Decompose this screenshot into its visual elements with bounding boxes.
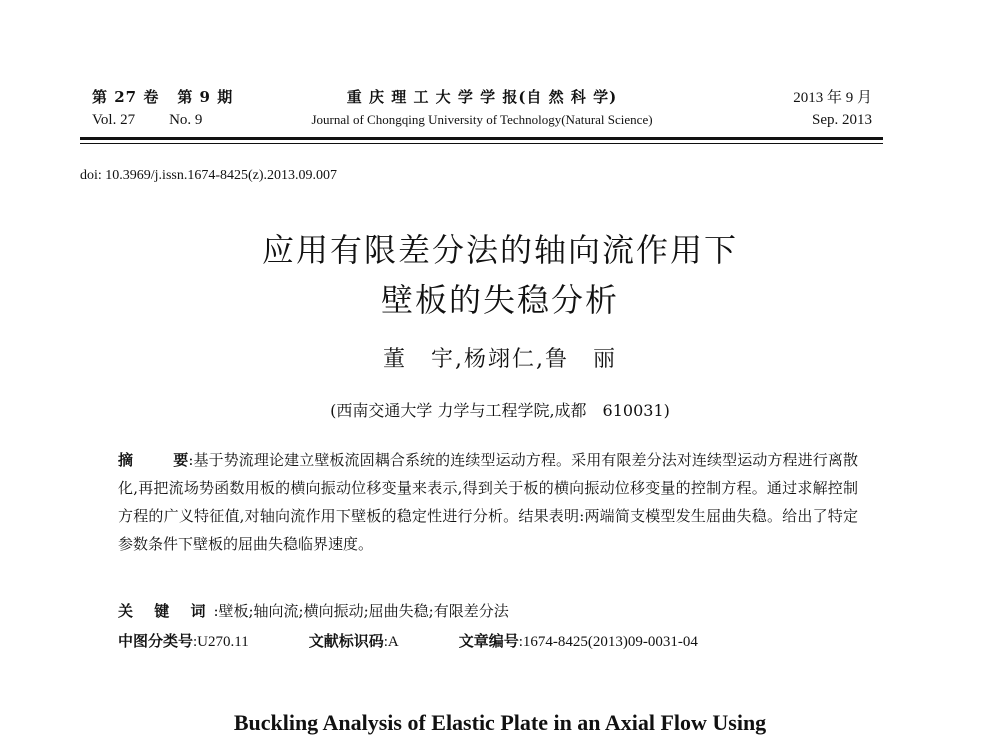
abstract-label-first: 摘 (118, 451, 134, 469)
clc-item (118, 630, 249, 651)
title-cn-line1: 应用有限差分法的轴向流作用下 (261, 231, 738, 269)
article-number-item (459, 630, 698, 651)
keywords-text: :壁板;轴向流;横向振动;屈曲失稳;有限差分法 (213, 602, 509, 620)
doi: doi: 10.3969/j.issn.1674-8425(z).2013.09.007 (80, 168, 338, 183)
doc-code-label: 文献标识码 (308, 632, 384, 650)
header-volume-en: Vol. 27 (92, 112, 136, 128)
article-number-value: :1674-8425(2013)09-0031-04 (518, 634, 698, 650)
doc-code-value: :A (383, 634, 399, 650)
header-date-cn: 2013 年 9 月 (793, 90, 872, 106)
header-journal-en: Journal of Chongqing University of Technology(Natural Science) (311, 112, 653, 127)
abstract-label (118, 451, 188, 469)
abstract-text: :基于势流理论建立壁板流固耦合系统的连续型运动方程。采用有限差分法对连续型运动方程进行离散化,再把流场势函数用板的横向振动位移变量来表示,得到关于板的横向振动位移变量的控制方程。通过求解控制方程的广义特征值,对轴向流作用下壁板的稳定性进行分析。结果表明:两端简支模型发生屈曲失稳。给出了特定参数条件下壁板的屈曲失稳临界速度。 (118, 451, 858, 553)
header-row-chinese (92, 86, 872, 107)
authors: 董 宇,杨翊仁,鲁 丽 (383, 347, 617, 372)
doc-code-item (309, 630, 399, 651)
header-journal-cn: 重 庆 理 工 大 学 学 报(自 然 科 学) (346, 88, 618, 106)
clc-label: 中图分类号 (118, 632, 194, 650)
title-cn-line2: 壁板的失稳分析 (380, 281, 619, 319)
abstract-label-second: 要 (173, 451, 189, 469)
abstract (118, 446, 858, 558)
header-rule-thick (80, 137, 883, 140)
article-number-label: 文章编号 (458, 632, 519, 650)
title-en: Buckling Analysis of Elastic Plate in an Axial Flow Using (233, 710, 767, 735)
header-issue-cn: 第 9 期 (177, 88, 234, 106)
header-issue-en: No. 9 (169, 112, 203, 128)
header-volume-cn: 第 27 卷 (92, 88, 160, 106)
clc-value: :U270.11 (193, 634, 249, 650)
keywords-label: 关 键 词 (118, 602, 214, 620)
header-row-english (92, 112, 872, 129)
header-rule-thin (80, 143, 883, 144)
keywords (118, 600, 509, 621)
affiliation: (西南交通大学 力学与工程学院,成都 610031) (330, 401, 670, 420)
classification-row (118, 630, 858, 651)
header-date-en: Sep. 2013 (812, 112, 872, 128)
